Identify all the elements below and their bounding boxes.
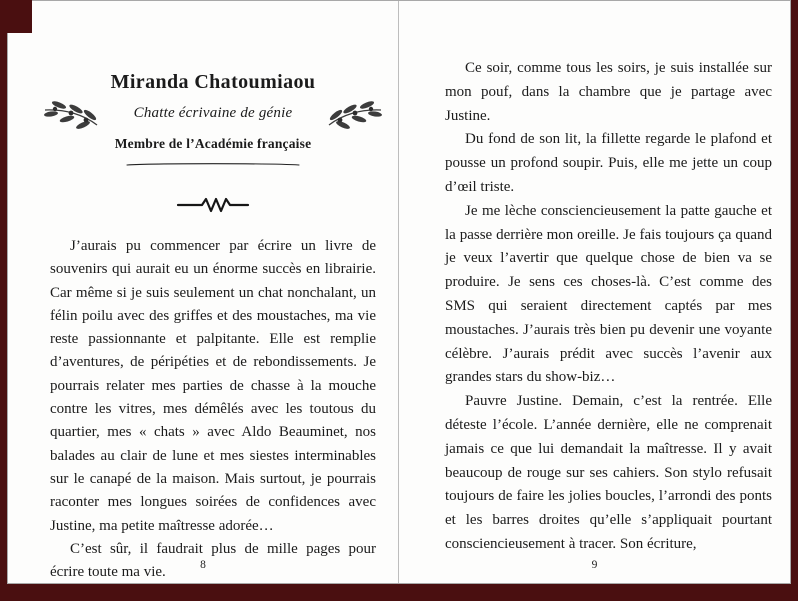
cover-corner-overlay xyxy=(0,0,32,33)
paragraph: Du fond de son lit, la fillette regarde le plafond et pousse un profond soupir. Puis, elle me jette un coup d’œil triste. xyxy=(445,131,772,195)
page-number-left: 8 xyxy=(200,559,206,571)
book-spread xyxy=(7,0,791,584)
book-page-right xyxy=(399,1,790,583)
chapter-subtitle: Chatte écrivaine de génie xyxy=(133,105,293,121)
paragraph: Pauvre Justine. Demain, c’est la rentrée. Elle déteste l’école. L’année dernière, elle ne comprenait jamais ce que lui demandait la maîtresse. Il y avait beaucoup de rouge sur ses cahiers. Son stylo refusait toujours de faire les jolies boucles, l’arrondi des ponts et les barres droites qu’elle s’appliquait pourtant consciencieusement à tracer. Son écriture, xyxy=(445,393,772,552)
page-number-right: 9 xyxy=(591,559,598,571)
paragraph: Ce soir, comme tous les soirs, je suis installée sur mon pouf, dans la chambre que je partage avec Justine. xyxy=(445,60,772,124)
chapter-header xyxy=(50,71,376,174)
book-page-left xyxy=(8,1,399,583)
chapter-title: Miranda Chatoumiaou xyxy=(110,71,316,93)
olive-branch-right-icon xyxy=(326,95,384,140)
body-text-left xyxy=(50,235,376,584)
squiggle-ornament-icon xyxy=(176,196,250,219)
body-text-right xyxy=(445,57,772,557)
paragraph: J’aurais pu commencer par écrire un livre de souvenirs qui aurait eu un énorme succès en librairie. Car même si je suis seulement un chat nonchalant, un félin poilu avec des griffes et des moustaches, ma vie reste passionnante et palpitante. Elle est remplie d’aventures, de péripéties et de rebondissements. Je pourrais relater mes parties de chasse à la mouche contre les vitres, mes démêlés avec les toutous du quartier, mes « chats » avec Aldo Beauminet, nos balades au clair de lune et mes siestes interminables sur le canapé de la maison. Mais surtout, je pourrais raconter mes longues soirées de confidences avec Justine, ma petite maîtresse adorée… xyxy=(50,238,376,534)
chapter-affiliation: Membre de l’Académie française xyxy=(114,136,312,151)
olive-branch-left-icon xyxy=(42,95,100,140)
flourish-rule-icon xyxy=(50,156,376,174)
paragraph: C’est sûr, il faudrait plus de mille pages pour écrire toute ma vie. xyxy=(50,540,376,581)
paragraph: Je me lèche consciencieusement la patte gauche et la passe derrière mon oreille. Je fais toujours ça quand je veux l’avertir que quelque chose de bien va se produire. Je sens ces choses-là. C’est comme des SMS qui seraient directement captés par mes moustaches. J’aurais très bien pu devenir une voyante célèbre. J’aurais prédit avec succès l’avenir aux grandes stars du show-biz… xyxy=(445,202,772,386)
